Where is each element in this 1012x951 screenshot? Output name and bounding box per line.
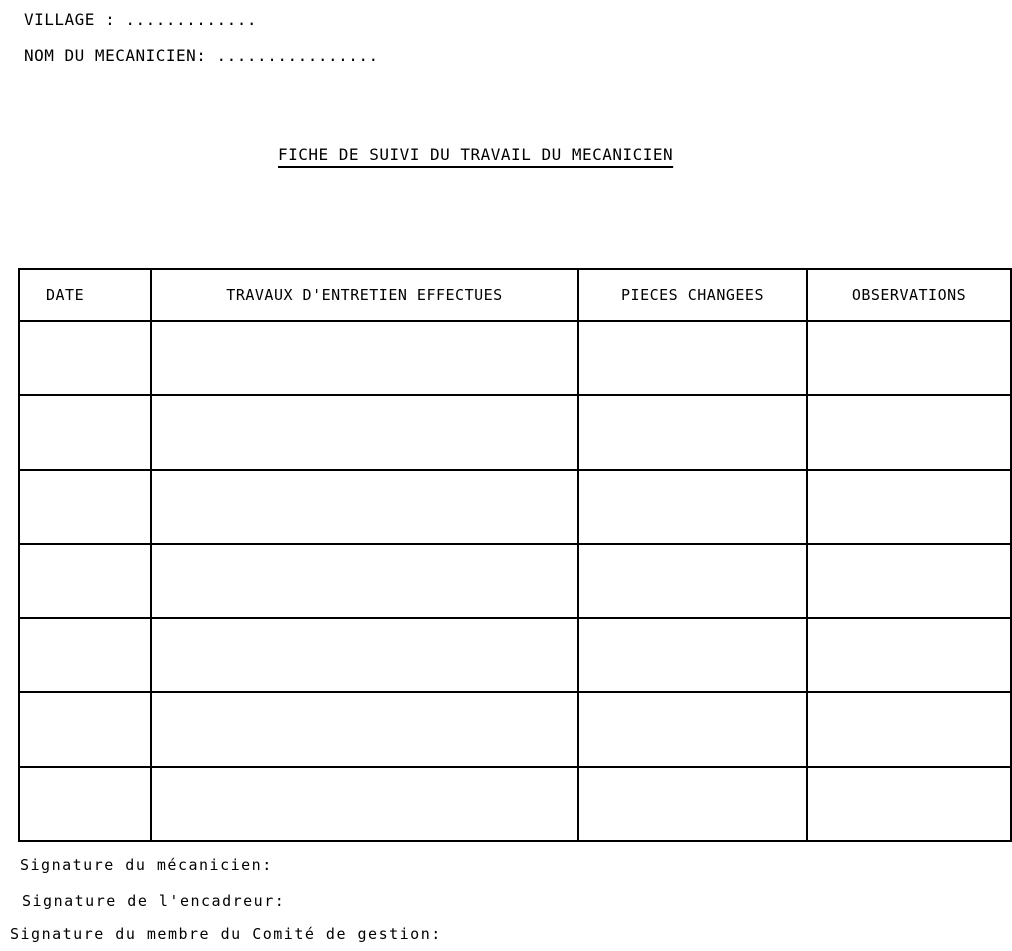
table-cell-maintenance-work bbox=[151, 470, 578, 544]
table-row bbox=[19, 470, 1011, 544]
page-title: FICHE DE SUIVI DU TRAVAIL DU MECANICIEN bbox=[278, 145, 674, 164]
table-cell-observations bbox=[807, 692, 1011, 766]
table-cell-observations bbox=[807, 618, 1011, 692]
table-header-row bbox=[19, 269, 1011, 321]
table-row bbox=[19, 692, 1011, 766]
table-row bbox=[19, 544, 1011, 618]
column-header-parts-changed: PIECES CHANGEES bbox=[578, 269, 807, 321]
table-row bbox=[19, 618, 1011, 692]
table-cell-parts-changed bbox=[578, 618, 807, 692]
table-cell-observations bbox=[807, 470, 1011, 544]
table-cell-parts-changed bbox=[578, 767, 807, 841]
table-cell-date bbox=[19, 618, 151, 692]
table-row bbox=[19, 767, 1011, 841]
table-cell-date bbox=[19, 470, 151, 544]
table-cell-observations bbox=[807, 767, 1011, 841]
column-header-date: DATE bbox=[19, 269, 151, 321]
table-cell-parts-changed bbox=[578, 395, 807, 469]
table-cell-date bbox=[19, 692, 151, 766]
column-header-observations: OBSERVATIONS bbox=[807, 269, 1011, 321]
table-cell-maintenance-work bbox=[151, 618, 578, 692]
table-cell-maintenance-work bbox=[151, 544, 578, 618]
table-cell-maintenance-work bbox=[151, 692, 578, 766]
table-cell-maintenance-work bbox=[151, 395, 578, 469]
table-body bbox=[19, 321, 1011, 841]
table-cell-parts-changed bbox=[578, 321, 807, 395]
table-cell-observations bbox=[807, 395, 1011, 469]
village-field-label: VILLAGE : ............. bbox=[24, 10, 258, 29]
table-row bbox=[19, 321, 1011, 395]
table-cell-maintenance-work bbox=[151, 321, 578, 395]
table-cell-date bbox=[19, 767, 151, 841]
maintenance-log-table bbox=[18, 268, 1012, 842]
signature-committee-member-label: Signature du membre du Comité de gestion: bbox=[10, 925, 442, 943]
table-cell-parts-changed bbox=[578, 544, 807, 618]
signature-mechanic-label: Signature du mécanicien: bbox=[20, 856, 273, 874]
table-cell-observations bbox=[807, 321, 1011, 395]
signature-supervisor-label: Signature de l'encadreur: bbox=[22, 892, 286, 910]
table-cell-observations bbox=[807, 544, 1011, 618]
table-cell-maintenance-work bbox=[151, 767, 578, 841]
table-cell-date bbox=[19, 544, 151, 618]
table-cell-date bbox=[19, 395, 151, 469]
table-cell-date bbox=[19, 321, 151, 395]
table-cell-parts-changed bbox=[578, 470, 807, 544]
column-header-maintenance-work: TRAVAUX D'ENTRETIEN EFFECTUES bbox=[151, 269, 578, 321]
mechanic-name-field-label: NOM DU MECANICIEN: ................ bbox=[24, 46, 379, 65]
table-row bbox=[19, 395, 1011, 469]
table-cell-parts-changed bbox=[578, 692, 807, 766]
